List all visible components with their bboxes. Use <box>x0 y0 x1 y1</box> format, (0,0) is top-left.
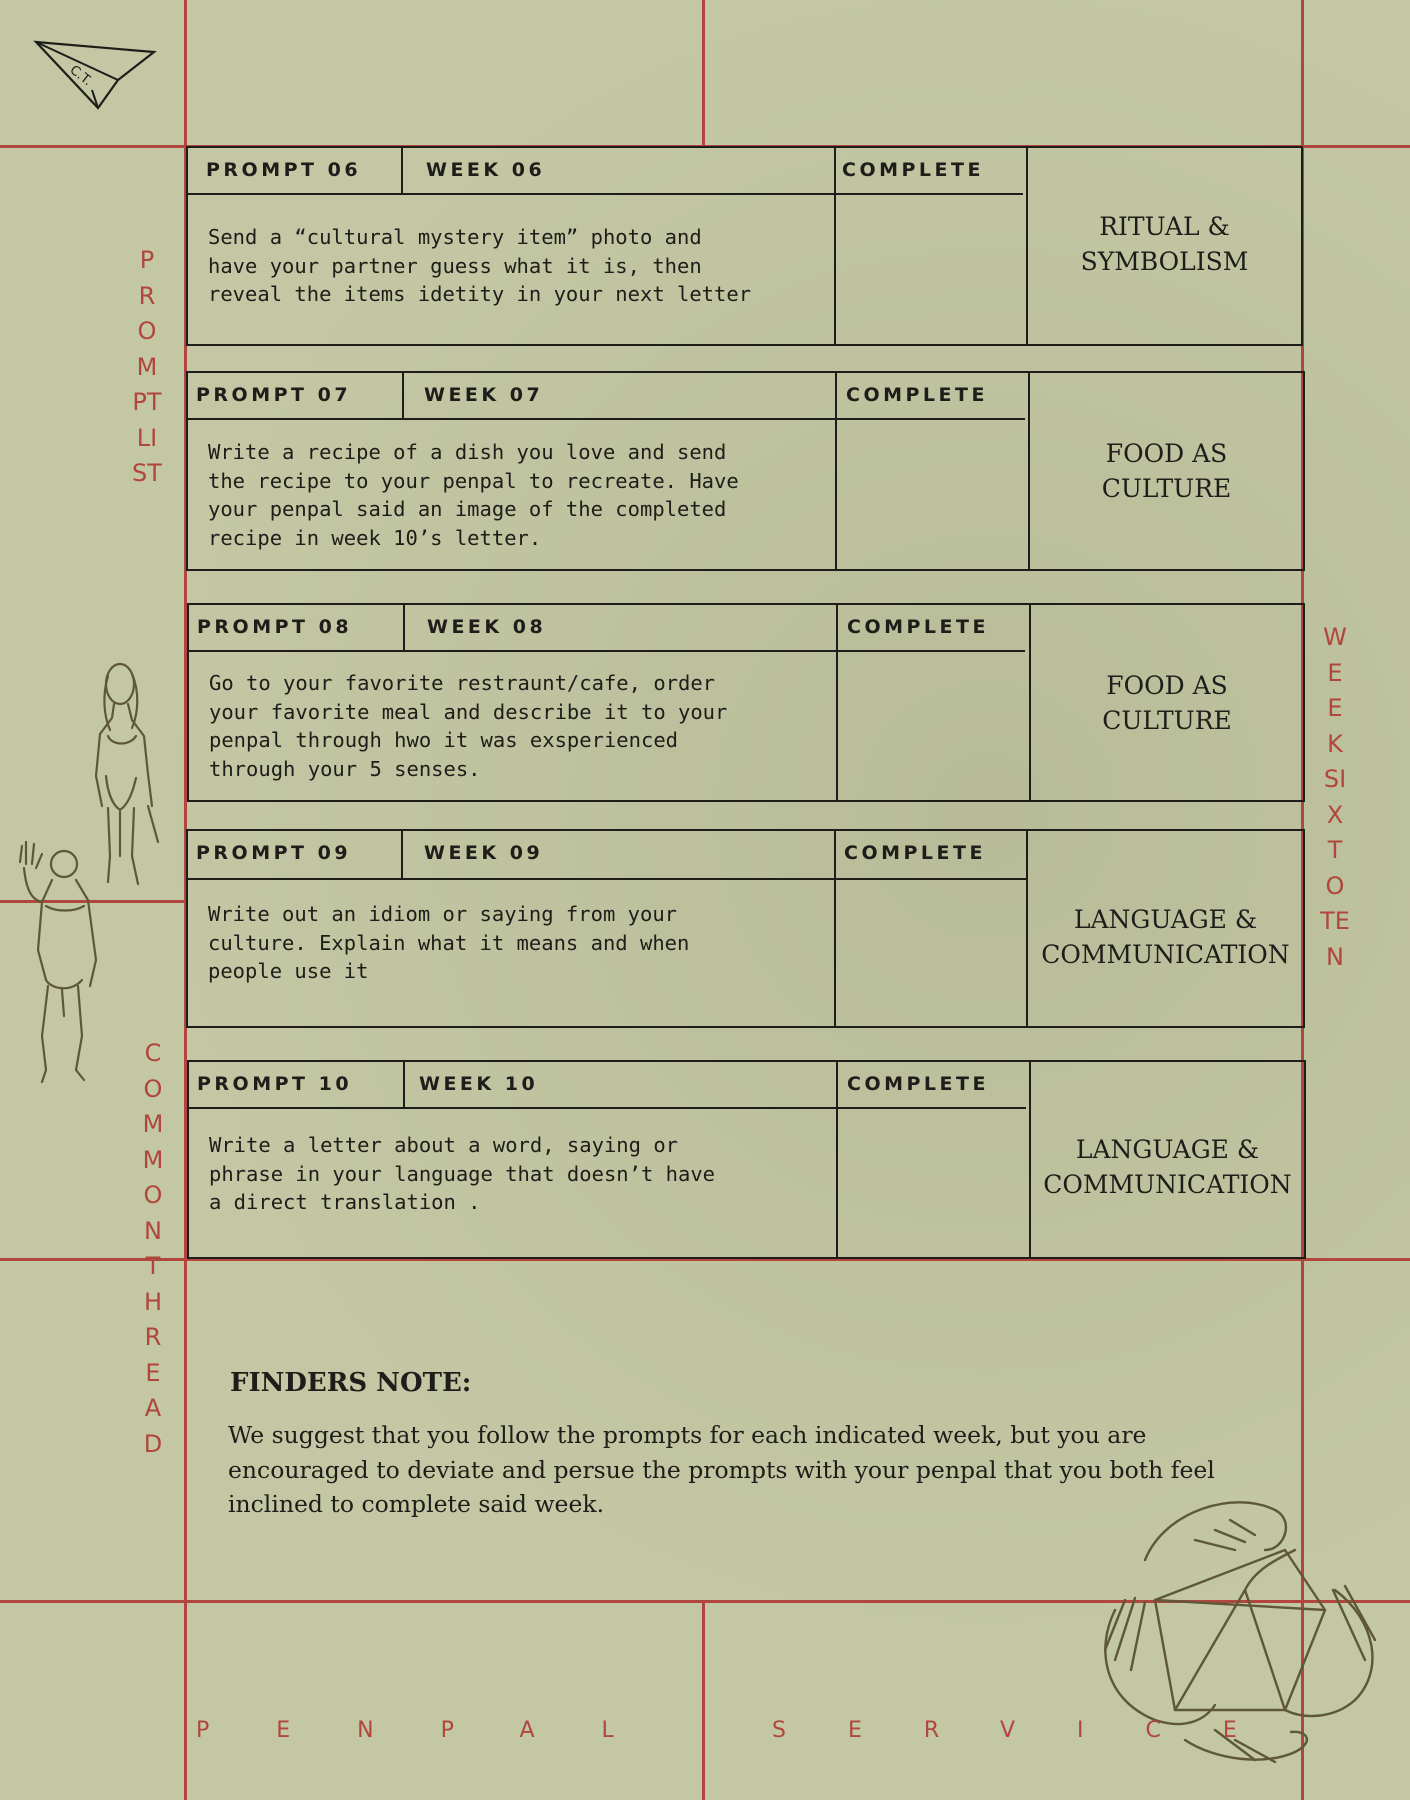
finders-note-text: We suggest that you follow the prompts for each indicated week, but you are encouraged to deviate and persue the prompts with your penpal that you both feel inclined to complete said week. <box>228 1421 1215 1518</box>
prompt-theme: FOOD AS CULTURE <box>1101 439 1232 503</box>
prompt-number: PROMPT 06 <box>206 159 362 181</box>
paper-plane-icon <box>34 38 159 113</box>
complete-label: COMPLETE <box>847 616 989 638</box>
divider <box>836 605 838 800</box>
prompt-theme: LANGUAGE & COMMUNICATION <box>1043 1134 1292 1199</box>
prompt-text: Write out an idiom or saying from your culture. Explain what it means and when people use it <box>208 902 690 983</box>
prompt-text: Write a letter about a word, saying or phrase in your language that doesn’t have a direct translation . <box>209 1133 716 1214</box>
prompt-theme: RITUAL & SYMBOLISM <box>1080 212 1249 276</box>
grid-line-mid-top <box>702 0 705 146</box>
divider <box>836 1062 838 1257</box>
logo-initials: C.T. <box>66 62 95 90</box>
prompt-text: Write a recipe of a dish you love and send the recipe to your penpal to recreate. Have your penpal said an image of the completed recipe in week 10’s letter. <box>208 440 739 550</box>
prompt-number: PROMPT 09 <box>196 842 352 864</box>
prompt-card-08 <box>187 603 1305 802</box>
prompt-card-10 <box>187 1060 1306 1259</box>
footer-word-service <box>772 1718 1299 1743</box>
complete-label: COMPLETE <box>846 384 988 406</box>
prompt-card-09 <box>186 829 1305 1028</box>
divider <box>401 148 403 195</box>
sidebar-label-common-thread: COMMON THREAD <box>142 1039 164 1458</box>
sidebar-label-prompt-list: PROMPT LIST <box>132 246 162 487</box>
prompt-number: PROMPT 07 <box>196 384 352 406</box>
grid-line-mid-bottom <box>702 1602 705 1800</box>
finders-note-title: FINDERS NOTE: <box>230 1368 472 1398</box>
prompt-text: Go to your favorite restraunt/cafe, order your favorite meal and describe it to your penpal through hwo it was exsperienced through your 5 senses. <box>209 671 728 781</box>
divider <box>401 831 403 878</box>
prompt-card-06 <box>186 146 1303 346</box>
complete-label: COMPLETE <box>847 1073 989 1095</box>
prompt-week: WEEK 09 <box>424 842 544 864</box>
sidebar-label-weeks: WEEK SIX TO TEN <box>1320 623 1350 971</box>
footer-word-penpal <box>196 1718 681 1743</box>
divider <box>402 373 404 420</box>
prompt-week: WEEK 06 <box>426 159 546 181</box>
footer-text: SERVICE <box>772 1718 1299 1743</box>
divider <box>835 373 837 569</box>
prompt-text: Send a “cultural mystery item” photo and have your partner guess what it is, then reveal the items idetity in your next letter <box>208 225 752 306</box>
prompt-theme: FOOD AS CULTURE <box>1102 670 1232 735</box>
waving-man-figure <box>12 840 112 1090</box>
prompt-week: WEEK 07 <box>424 384 544 406</box>
complete-label: COMPLETE <box>844 842 986 864</box>
divider <box>403 605 405 652</box>
prompt-week: WEEK 08 <box>427 616 547 638</box>
prompt-number: PROMPT 08 <box>197 616 353 638</box>
complete-label: COMPLETE <box>842 159 984 181</box>
footer-text: PENPAL <box>196 1718 681 1743</box>
prompt-theme: LANGUAGE & COMMUNICATION <box>1041 904 1290 969</box>
prompt-week: WEEK 10 <box>419 1073 539 1095</box>
prompt-number: PROMPT 10 <box>197 1073 353 1095</box>
prompt-card-07 <box>186 371 1305 571</box>
